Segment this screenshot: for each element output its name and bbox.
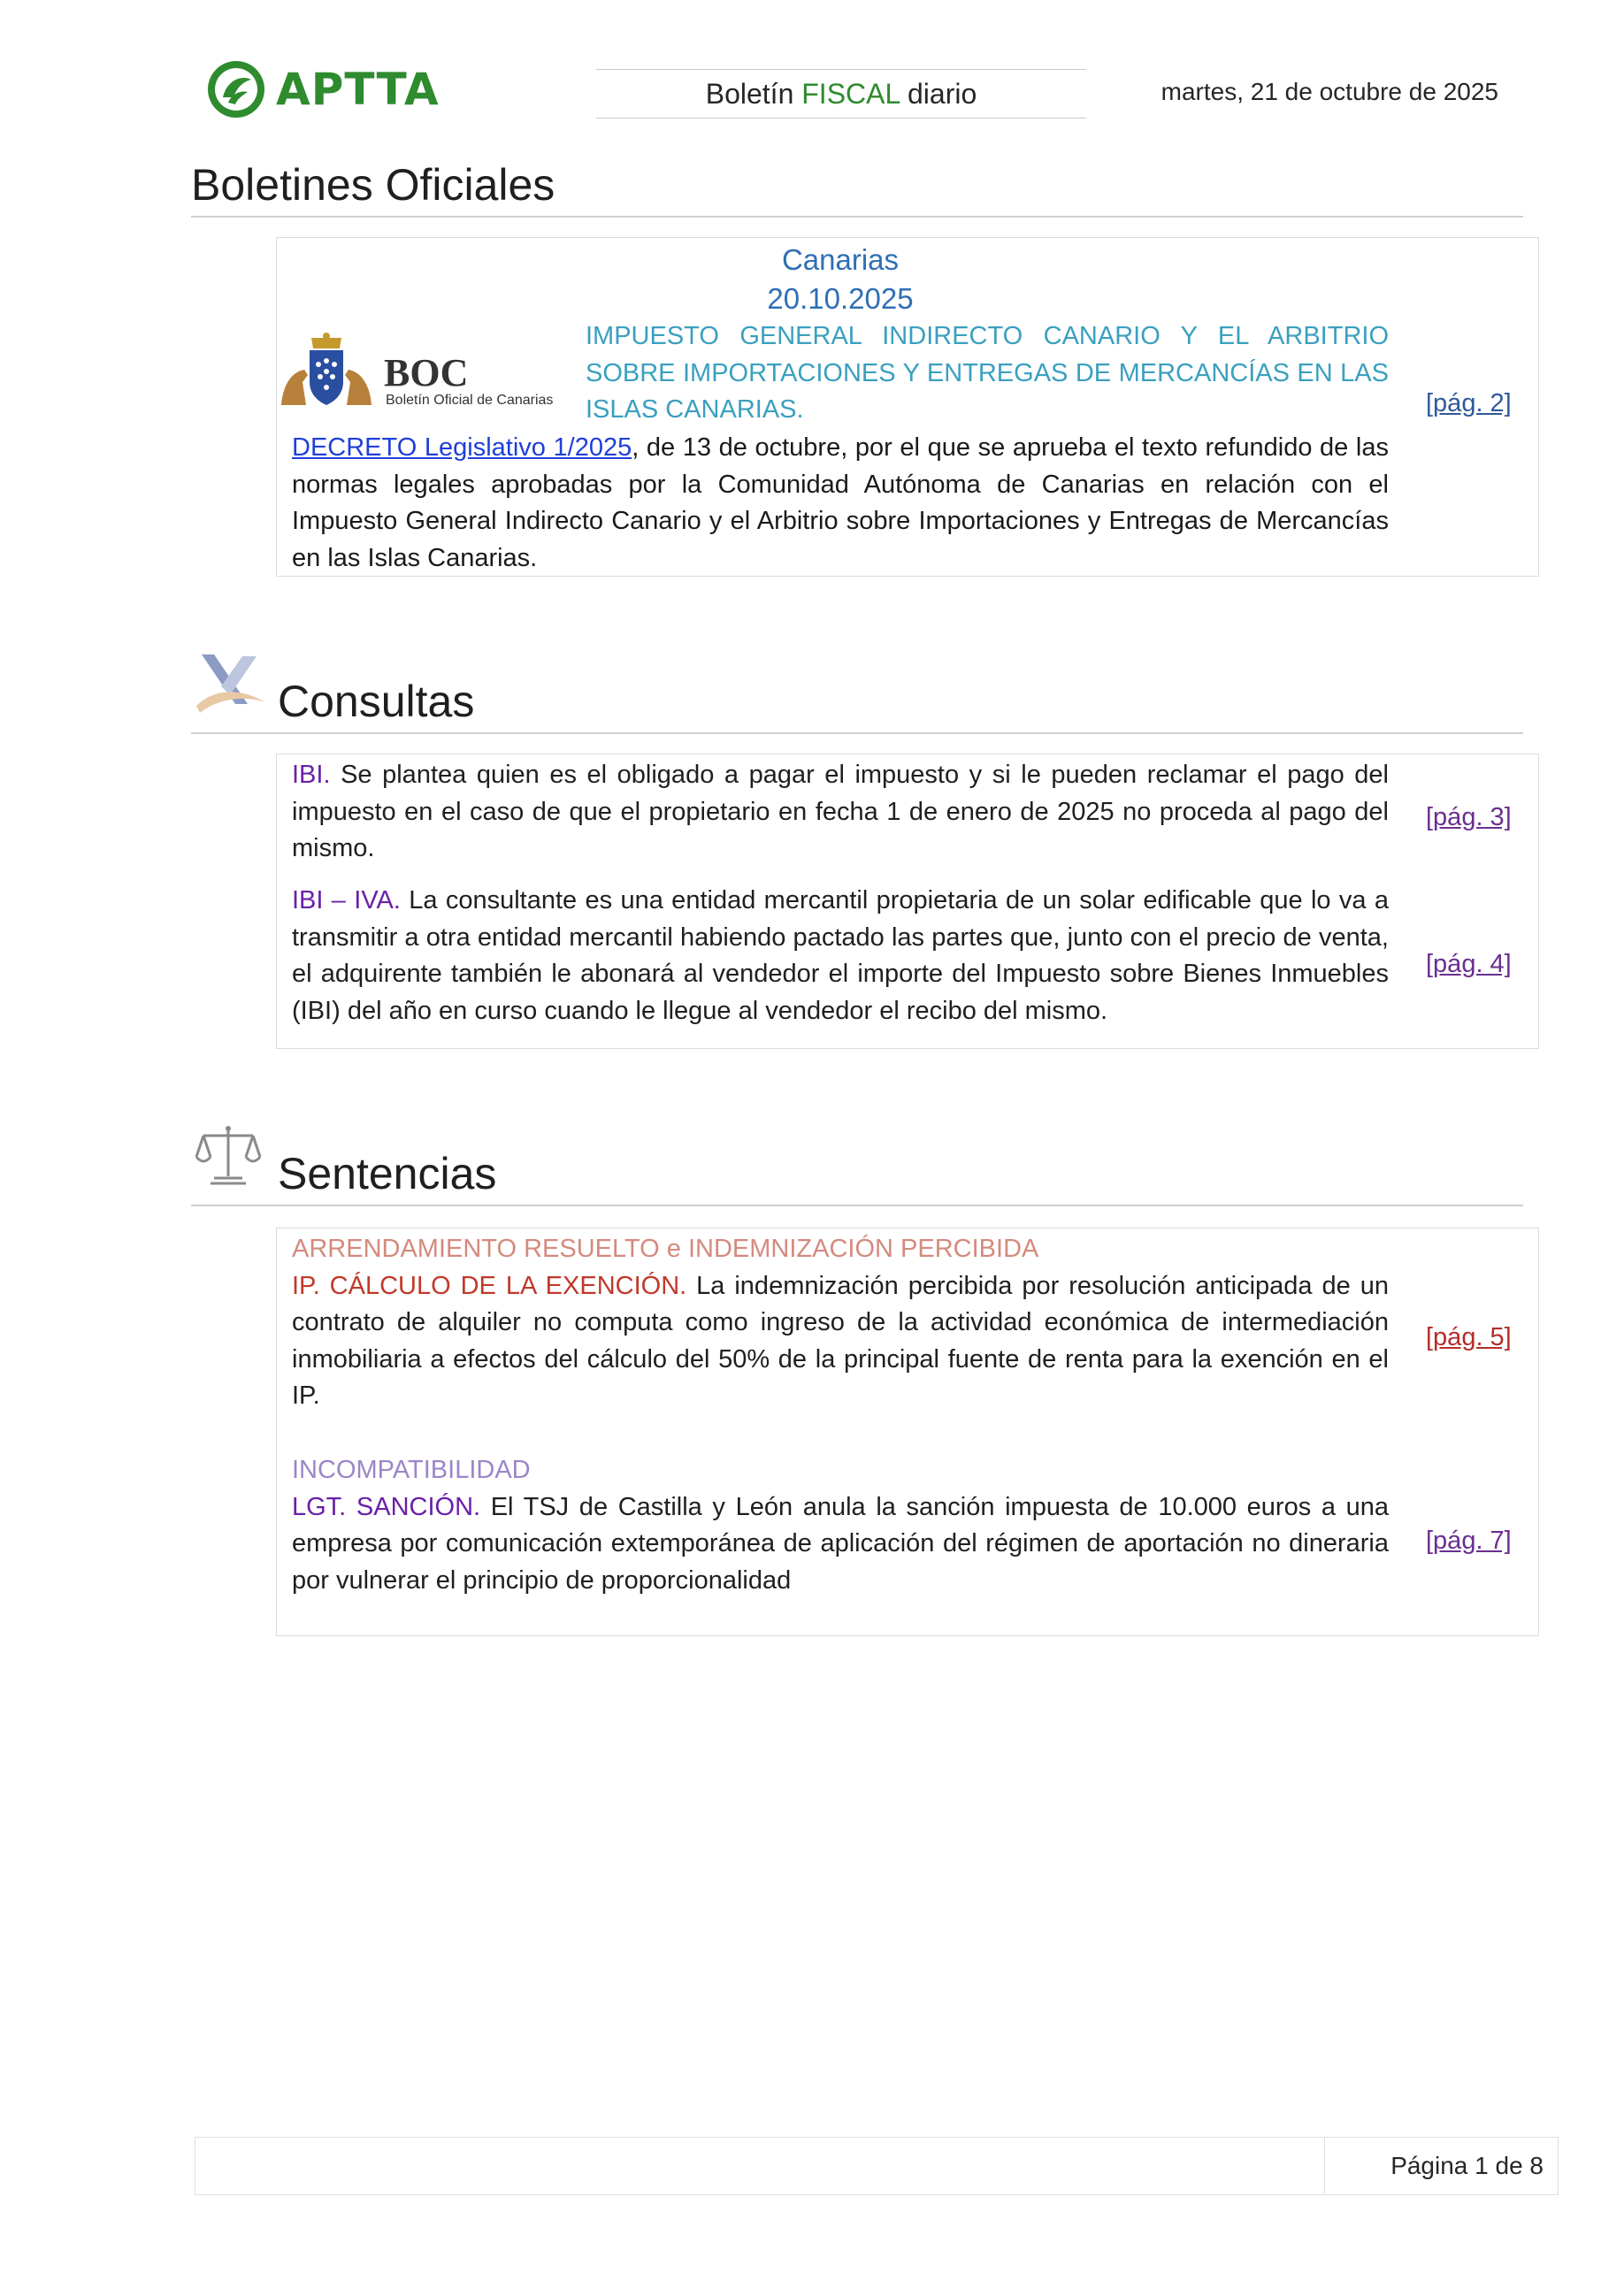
boletin-region-heading (672, 241, 1008, 318)
page-number: Página 1 de 8 (1390, 2152, 1544, 2179)
boletin-headline: IMPUESTO GENERAL INDIRECTO CANARIO Y EL ARBITRIO SOBRE IMPORTACIONES Y ENTREGAS DE MERCANCÍAS EN LAS ISLAS CANARIAS. (586, 322, 1389, 424)
sentencia-category: INCOMPATIBILIDAD (292, 1456, 531, 1484)
section-title-sentencias: Sentencias (191, 1152, 1523, 1206)
consulta-item (292, 883, 1389, 1029)
consulta-tag: IBI. (292, 761, 331, 789)
page-footer (195, 2137, 1559, 2195)
aptta-logo (205, 58, 440, 120)
boletin-date: 20.10.2025 (767, 282, 914, 315)
aptta-emblem-icon (205, 58, 267, 120)
sentencia-page-link[interactable]: [pág. 7] (1426, 1527, 1512, 1555)
consulta-page-link[interactable]: [pág. 3] (1426, 803, 1512, 831)
bulletin-suffix: diario (907, 78, 977, 110)
consulta-text: La consultante es una entidad mercantil propietaria de un solar edificable que lo va a transmitir a otra entidad mercantil habiendo pactado las partes que, junto con el precio de venta, el adquirente también le abonará al vendedor el importe del Impuesto sobre Bienes Inmuebles (IBI) del año en curso cuando le llegue al vendedor el recibo del mismo. (292, 886, 1389, 1025)
boc-logo-subtitle: Boletín Oficial de Canarias (386, 393, 554, 408)
bulletin-prefix: Boletín (705, 78, 794, 110)
sentencia-tag: IP. CÁLCULO DE LA EXENCIÓN. (292, 1271, 687, 1300)
sentencia-category: ARRENDAMIENTO RESUELTO e INDEMNIZACIÓN PERCIBIDA (292, 1235, 1039, 1263)
decree-link[interactable]: DECRETO Legislativo 1/2025 (292, 433, 632, 462)
consulta-page-link[interactable]: [pág. 4] (1426, 950, 1512, 978)
sentencia-text: La indemnización percibida por resolución anticipada de un contrato de alquiler no computa como ingreso de la actividad económica de intermediación inmobiliaria a efectos del cálculo del 50% de la principal fuente de renta para la exención en el IP. (292, 1271, 1389, 1410)
sentencia-item (292, 1452, 1389, 1599)
bulletin-fiscal: FISCAL (801, 78, 900, 110)
decree-text: , de 13 de octubre, por el que se aprueba el texto refundido de las normas legales aprobadas por la Comunidad Autónoma de Canarias en relación con el Impuesto General Indirecto Canario y el Arbitrio sobre Importaciones y Entregas de Mercancías en las Islas Canarias. (292, 433, 1389, 572)
consulta-item (292, 757, 1389, 868)
footer-divider (1324, 2138, 1325, 2194)
boc-logo-acronym: BOC (384, 351, 469, 394)
consulta-text: Se plantea quien es el obligado a pagar el impuesto y si le pueden reclamar el pago del impuesto en el caso de que el propietario en fecha 1 de enero de 2025 no proceda al pago del mismo. (292, 761, 1389, 862)
boletin-page-link[interactable]: [pág. 2] (1426, 389, 1512, 417)
boc-logo (278, 329, 561, 417)
sentencia-item (292, 1231, 1389, 1415)
section-title-boletines: Boletines Oficiales (191, 163, 1523, 218)
sentencia-tag: LGT. SANCIÓN. (292, 1492, 481, 1521)
boletin-decree (292, 430, 1389, 577)
boletin-region: Canarias (781, 243, 900, 276)
section-title-consultas: Consultas (191, 679, 1523, 734)
header-date: martes, 21 de octubre de 2025 (1161, 78, 1498, 105)
sentencia-page-link[interactable]: [pág. 5] (1426, 1323, 1512, 1351)
sentencia-text: El TSJ de Castilla y León anula la sanción impuesta de 10.000 euros a una empresa por comunicación extemporánea de aplicación del régimen de aportación no dineraria por vulnerar el principio de proporcionalidad (292, 1492, 1389, 1595)
bulletin-name (596, 69, 1086, 119)
consulta-tag: IBI – IVA. (292, 886, 401, 915)
aptta-logo-text: APTTA (276, 64, 440, 115)
